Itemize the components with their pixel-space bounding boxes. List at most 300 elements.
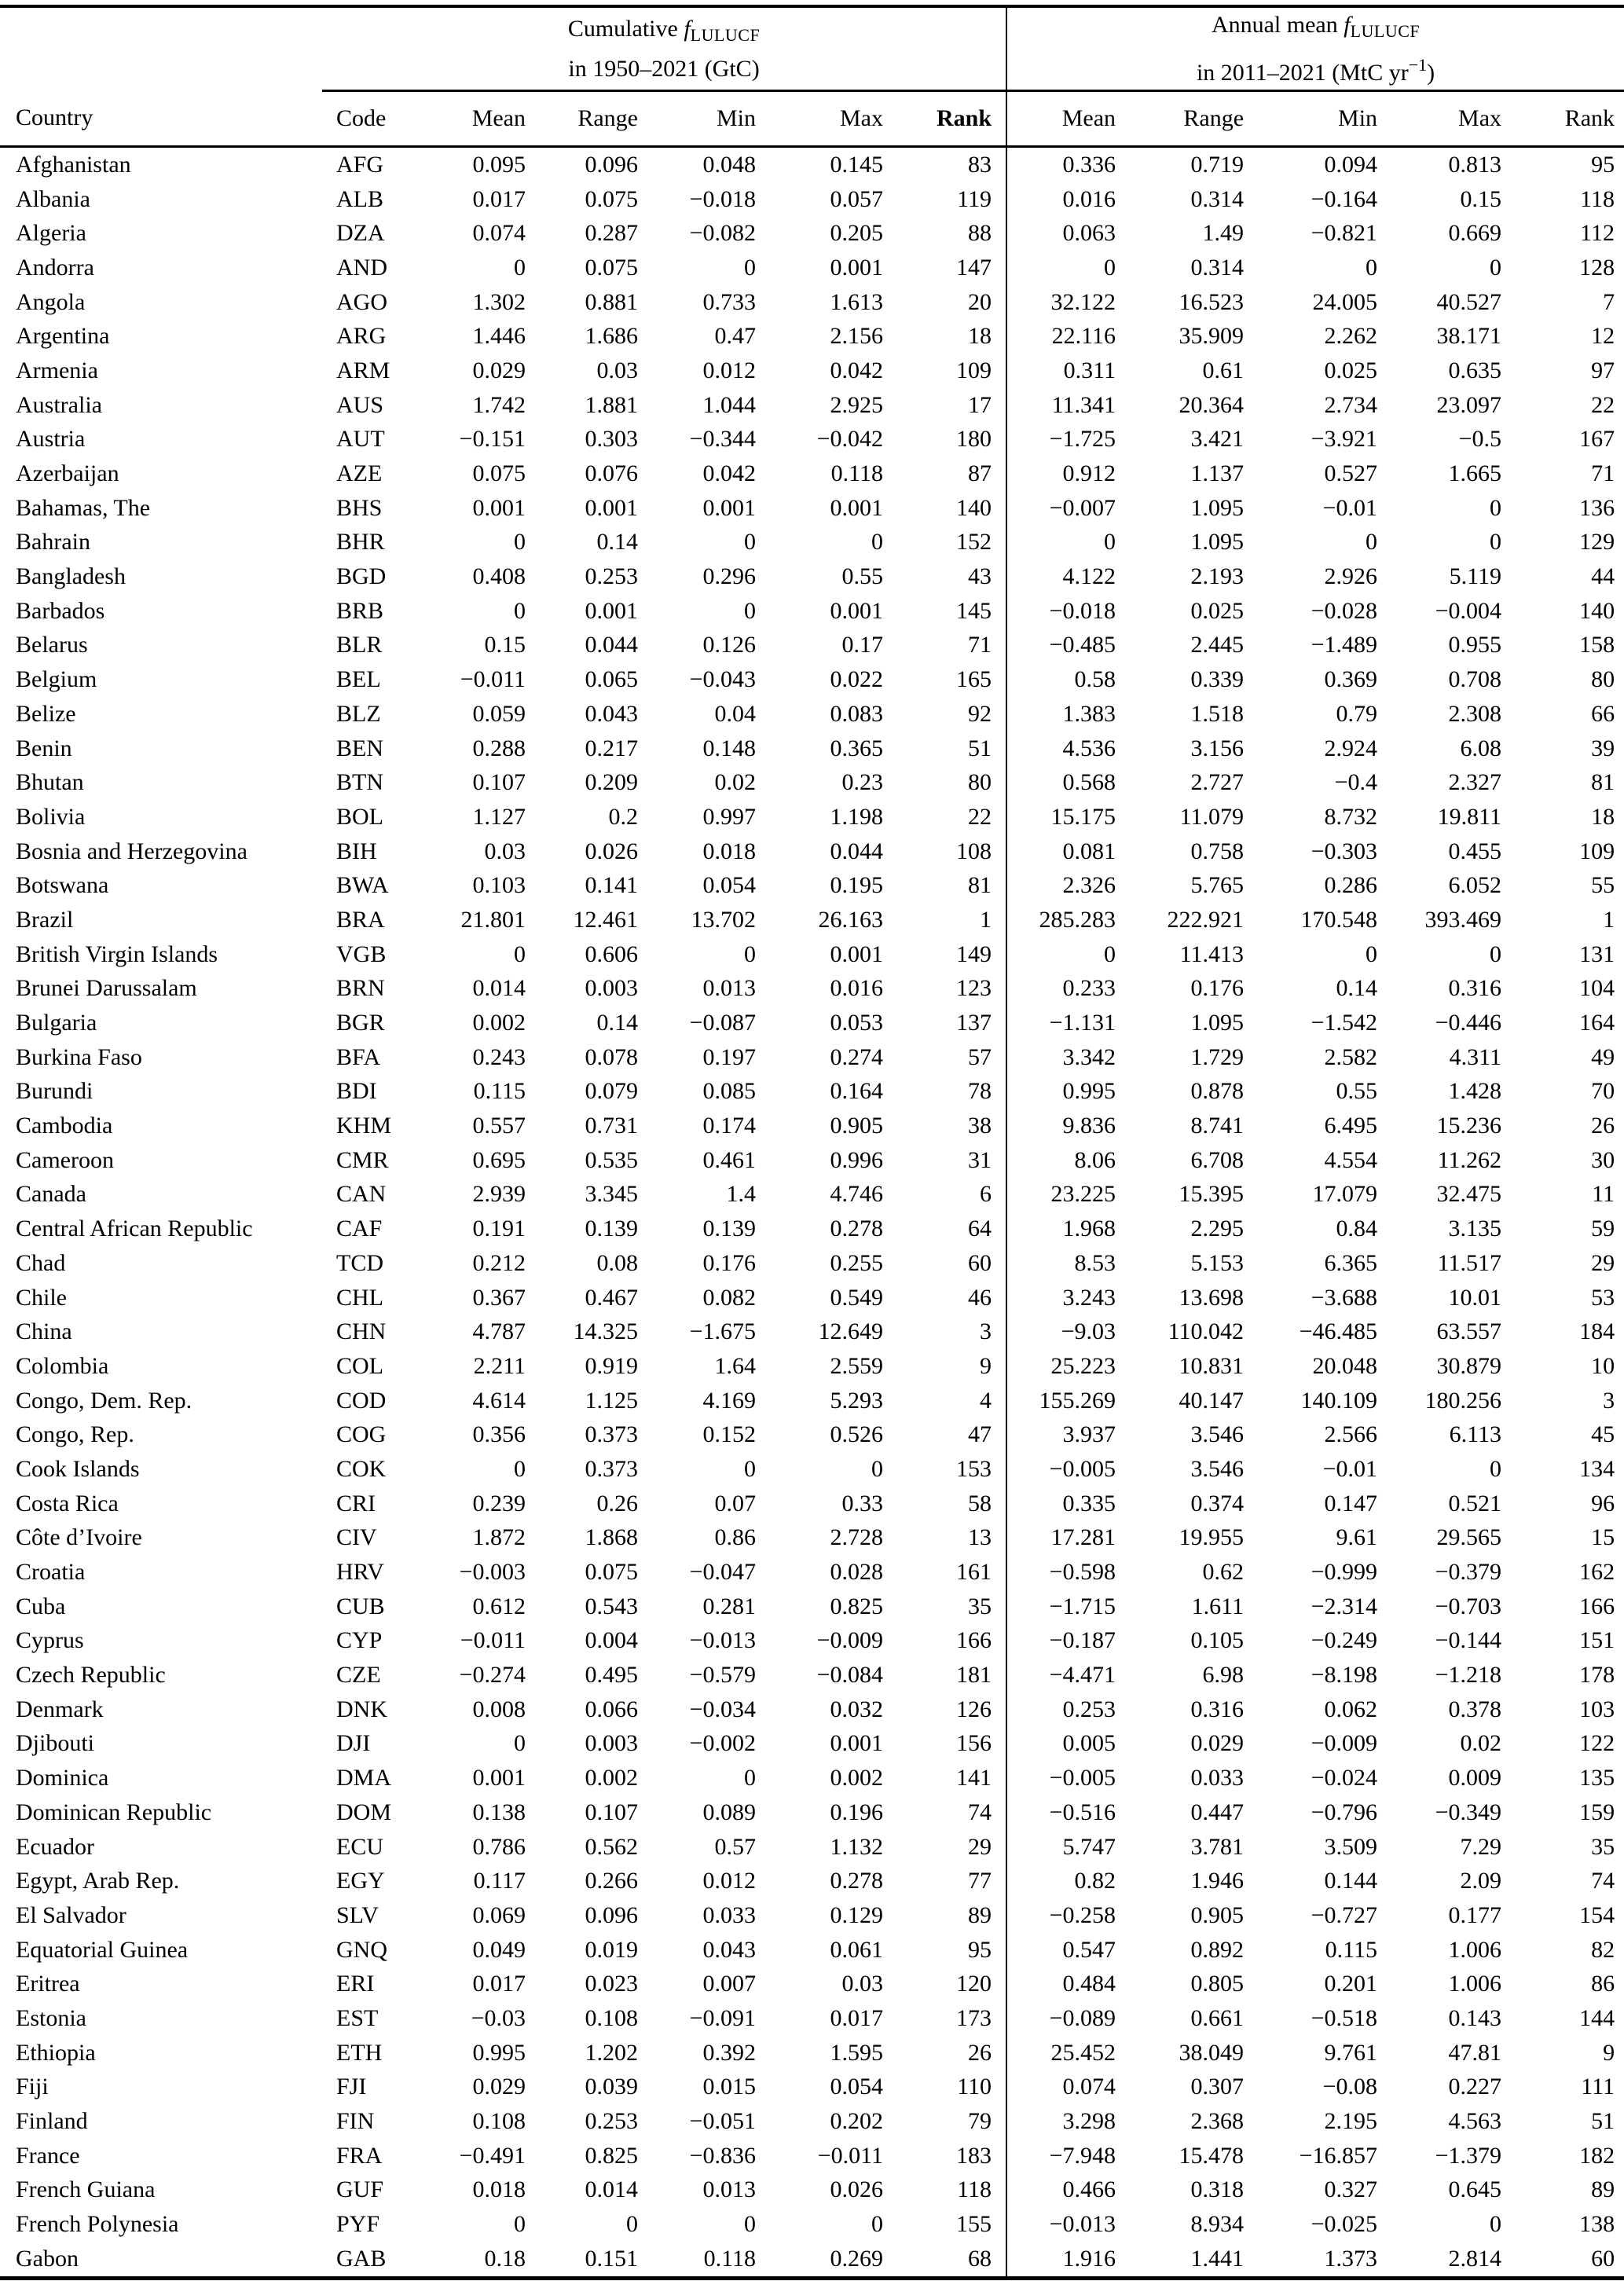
cell-ann-max: 0.316: [1448, 975, 1502, 1002]
cell-code: ARG: [336, 323, 387, 350]
cell-ann-mean: 0.063: [1006, 216, 1118, 251]
cell-ann-rank: 12: [1591, 323, 1615, 350]
cell-ann-rank: 95: [1591, 151, 1615, 178]
cell-ann-rank: 131: [1579, 941, 1615, 967]
table-row: [0, 1143, 1624, 1178]
table-row: [0, 526, 1624, 560]
group-header-annual-line1: Annual mean $f_{LULUCF}$: [1211, 12, 1421, 41]
cell-ann-rank: 184: [1579, 1318, 1615, 1345]
cell-cum-min: 0: [744, 2211, 756, 2238]
cell-code: TCD: [336, 1249, 383, 1276]
cell-ann-mean: −1.715: [1006, 1590, 1118, 1624]
cell-cum-min: 0.085: [702, 1078, 756, 1105]
cell-cum-rank: 181: [956, 1662, 992, 1689]
cell-ann-range: 3.546: [1190, 1455, 1245, 1482]
cell-country: Brazil: [16, 906, 74, 933]
cell-cum-mean: 0.786: [472, 1833, 526, 1860]
table-row: [0, 1692, 1624, 1727]
cell-cum-max: 0.164: [830, 1078, 883, 1105]
cell-cum-min: 0.089: [702, 1799, 756, 1825]
cell-ann-max: −0.349: [1435, 1799, 1502, 1825]
table-row: [0, 1761, 1624, 1795]
cell-cum-range: 0.825: [585, 2142, 638, 2169]
cell-cum-mean: 4.787: [472, 1318, 526, 1345]
cell-cum-min: 0.02: [714, 769, 756, 796]
group-header-cumulative-line2: in 1950–2021 (GtC): [568, 56, 760, 82]
cell-ann-max: 2.327: [1448, 769, 1502, 796]
cell-ann-min: 0.79: [1336, 700, 1378, 727]
cell-country: French Guiana: [16, 2176, 156, 2203]
cell-cum-mean: −0.491: [459, 2142, 526, 2169]
cell-ann-mean: 3.298: [1006, 2104, 1118, 2139]
cell-ann-rank: 70: [1591, 1078, 1615, 1105]
cell-ann-rank: 59: [1591, 1216, 1615, 1242]
cell-cum-range: 12.461: [573, 906, 638, 933]
cell-cum-max: 0.016: [830, 975, 883, 1002]
cell-cum-range: 3.345: [585, 1181, 638, 1208]
cell-ann-min: −0.518: [1311, 2004, 1378, 2031]
cell-ann-mean: 25.223: [1006, 1349, 1118, 1384]
cell-ann-range: 0.307: [1190, 2074, 1245, 2100]
cell-ann-mean: 17.281: [1006, 1521, 1118, 1556]
cell-cum-mean: 0.029: [472, 357, 526, 383]
cell-ann-rank: 136: [1579, 494, 1615, 521]
cell-cum-mean: 0.108: [472, 2108, 526, 2135]
cell-ann-mean: 155.269: [1006, 1384, 1118, 1418]
cell-cum-mean: 21.801: [460, 906, 526, 933]
cell-country: China: [16, 1318, 72, 1345]
cell-cum-mean: 0.15: [484, 632, 526, 658]
cell-ann-rank: 167: [1579, 426, 1615, 453]
table-row: [0, 2242, 1624, 2278]
cell-cum-range: 0.495: [585, 1662, 638, 1689]
cell-ann-range: 0.61: [1202, 357, 1245, 383]
cell-cum-max: 0.196: [830, 1799, 883, 1825]
cell-ann-mean: 3.937: [1006, 1417, 1118, 1452]
cell-ann-mean: −0.516: [1006, 1795, 1118, 1830]
cell-ann-mean: 0.995: [1006, 1075, 1118, 1109]
cell-cum-min: −0.018: [689, 185, 756, 212]
table-row: [0, 662, 1624, 697]
cell-ann-range: 0.314: [1190, 185, 1245, 212]
cell-cum-min: 0.997: [702, 803, 756, 830]
cell-country: Belgium: [16, 666, 97, 693]
cell-ann-min: −0.249: [1311, 1627, 1378, 1654]
cell-country: Eritrea: [16, 1971, 80, 1997]
cell-ann-max: 0: [1490, 494, 1502, 521]
cell-cum-min: −0.002: [689, 1730, 756, 1757]
cell-cum-min: −0.087: [689, 1010, 756, 1036]
cell-cum-range: 0.004: [585, 1627, 638, 1654]
cell-ann-min: 0.369: [1324, 666, 1378, 693]
cell-cum-max: −0.084: [816, 1662, 883, 1689]
cell-ann-range: 11.079: [1179, 803, 1245, 830]
cell-ann-max: 0: [1490, 254, 1502, 281]
cell-cum-max: 1.198: [830, 803, 883, 830]
cell-cum-mean: 0.191: [472, 1216, 526, 1242]
cell-cum-mean: 0.095: [472, 151, 526, 178]
cell-ann-range: 2.193: [1190, 563, 1245, 590]
cell-country: Albania: [16, 185, 90, 212]
cell-cum-max: 0.044: [830, 838, 883, 864]
cell-ann-mean: −0.089: [1006, 2001, 1118, 2036]
cell-cum-max: 0.549: [830, 1284, 883, 1311]
cell-cum-range: 0.001: [585, 597, 638, 624]
cell-code: BDI: [336, 1078, 377, 1105]
table-row: [0, 2104, 1624, 2139]
cell-ann-range: 2.445: [1190, 632, 1245, 658]
table-header: [0, 6, 1624, 147]
cell-ann-mean: 9.836: [1006, 1109, 1118, 1143]
cell-ann-mean: −0.485: [1006, 629, 1118, 663]
cell-ann-min: 0.094: [1324, 151, 1378, 178]
cell-ann-max: 7.29: [1460, 1833, 1502, 1860]
cell-country: Cameroon: [16, 1146, 114, 1173]
cell-ann-min: −1.489: [1311, 632, 1378, 658]
cell-cum-max: 0.054: [830, 2074, 883, 2100]
cell-cum-range: 0.266: [585, 1868, 638, 1894]
cell-ann-mean: 4.122: [1006, 559, 1118, 594]
cell-ann-min: −0.4: [1334, 769, 1378, 796]
unit-superscript: −1: [1408, 55, 1428, 75]
table-row: [0, 1933, 1624, 1967]
cell-ann-range: 0.878: [1190, 1078, 1245, 1105]
cell-ann-min: 24.005: [1312, 288, 1378, 315]
cell-ann-min: 2.262: [1324, 323, 1378, 350]
cell-ann-range: 0.447: [1190, 1799, 1245, 1825]
cell-ann-mean: −9.03: [1006, 1315, 1118, 1349]
cell-ann-rank: 118: [1580, 185, 1615, 212]
cell-cum-mean: 0.239: [472, 1490, 526, 1516]
cell-cum-max: 0.55: [841, 563, 883, 590]
cell-ann-max: 6.113: [1449, 1421, 1502, 1448]
cell-ann-range: 15.395: [1179, 1181, 1245, 1208]
cell-ann-rank: 158: [1579, 632, 1615, 658]
cell-code: COL: [336, 1352, 383, 1379]
cell-cum-max: 0.365: [830, 735, 883, 761]
cell-ann-range: 0.316: [1190, 1696, 1245, 1722]
cell-code: ECU: [336, 1833, 383, 1860]
cell-ann-mean: 0: [1006, 526, 1118, 560]
cell-ann-rank: 81: [1591, 769, 1615, 796]
cell-cum-range: 0.253: [585, 563, 638, 590]
cell-code: BOL: [336, 803, 383, 830]
cell-cum-range: 0.075: [585, 1559, 638, 1586]
group-header-row: [0, 6, 1624, 91]
cell-ann-max: −0.703: [1435, 1593, 1502, 1619]
cell-code: BGD: [336, 563, 387, 590]
cell-ann-mean: 32.122: [1006, 285, 1118, 320]
col-header-cum-mean: Mean: [404, 91, 528, 147]
table-row: [0, 251, 1624, 285]
cell-ann-max: 0.521: [1448, 1490, 1502, 1516]
cell-code: CUB: [336, 1593, 385, 1619]
cell-ann-max: 32.475: [1436, 1181, 1502, 1208]
cell-ann-mean: 1.916: [1006, 2242, 1118, 2278]
cell-ann-max: 6.08: [1460, 735, 1502, 761]
cell-cum-max: 0.032: [830, 1696, 883, 1722]
cell-ann-range: 0.805: [1190, 1971, 1245, 1997]
cell-cum-rank: 64: [968, 1216, 992, 1242]
cell-cum-max: 2.925: [830, 391, 883, 418]
cell-ann-min: 0.201: [1324, 1971, 1378, 1997]
cell-country: El Salvador: [16, 1901, 126, 1928]
cell-ann-max: 0.955: [1448, 632, 1502, 658]
cell-ann-range: 0.374: [1190, 1490, 1245, 1516]
cell-ann-range: 13.698: [1179, 1284, 1245, 1311]
cell-ann-mean: 0.311: [1006, 354, 1118, 388]
cell-code: AZE: [336, 460, 383, 487]
cell-cum-rank: 47: [968, 1421, 992, 1448]
table-row: [0, 1417, 1624, 1452]
cell-ann-min: 2.734: [1324, 391, 1378, 418]
cell-code: DJI: [336, 1730, 371, 1757]
cell-cum-range: 0.373: [585, 1421, 638, 1448]
cell-cum-range: 0.467: [585, 1284, 638, 1311]
cell-country: Burundi: [16, 1078, 93, 1105]
cell-ann-max: 0.645: [1448, 2176, 1502, 2203]
cell-ann-mean: 0.005: [1006, 1727, 1118, 1762]
cell-code: BLR: [336, 632, 383, 658]
cell-ann-max: 2.308: [1448, 700, 1502, 727]
cell-ann-range: 0.892: [1190, 1936, 1245, 1963]
cell-cum-mean: 0.103: [472, 872, 526, 899]
cell-ann-rank: 86: [1591, 1971, 1615, 1997]
cell-ann-mean: −4.471: [1006, 1658, 1118, 1692]
cell-country: Canada: [16, 1181, 86, 1208]
cell-cum-max: 0.028: [830, 1559, 883, 1586]
cell-ann-range: 1.095: [1190, 529, 1245, 556]
cell-cum-max: 0.825: [830, 1593, 883, 1619]
cell-code: AUT: [336, 426, 385, 453]
table-row: [0, 559, 1624, 594]
table-row: [0, 1040, 1624, 1075]
cell-code: ALB: [336, 185, 383, 212]
cell-cum-max: 0.001: [830, 597, 883, 624]
cell-cum-max: 0.053: [830, 1010, 883, 1036]
cell-country: Bosnia and Herzegovina: [16, 838, 247, 864]
cell-cum-mean: 0.557: [472, 1113, 526, 1139]
cell-cum-min: 0.054: [702, 872, 756, 899]
cell-cum-rank: 80: [968, 769, 992, 796]
cell-cum-rank: 155: [956, 2211, 992, 2238]
cell-ann-max: 1.665: [1448, 460, 1502, 487]
cell-cum-max: 2.728: [830, 1524, 883, 1551]
cell-code: AFG: [336, 151, 384, 178]
cell-ann-min: −0.025: [1311, 2211, 1378, 2238]
cell-ann-min: −0.01: [1322, 494, 1378, 521]
cell-ann-max: 0.15: [1460, 185, 1502, 212]
cell-cum-rank: 137: [956, 1010, 992, 1036]
cell-ann-rank: 44: [1591, 563, 1615, 590]
cell-ann-max: 15.236: [1436, 1113, 1502, 1139]
cell-cum-mean: 2.211: [473, 1352, 526, 1379]
table-row: [0, 1624, 1624, 1659]
cell-cum-range: 0.26: [596, 1490, 638, 1516]
table-row: [0, 354, 1624, 388]
cell-country: Cambodia: [16, 1113, 113, 1139]
cell-ann-max: 0: [1490, 941, 1502, 967]
cell-cum-range: 0.079: [585, 1078, 638, 1105]
cell-ann-mean: 0.568: [1006, 765, 1118, 800]
cell-code: EGY: [336, 1868, 385, 1894]
cell-cum-range: 0.065: [585, 666, 638, 693]
cell-country: Congo, Rep.: [16, 1421, 134, 1448]
cell-cum-min: 0.139: [702, 1216, 756, 1242]
cell-ann-mean: 4.536: [1006, 732, 1118, 766]
cell-ann-mean: 23.225: [1006, 1178, 1118, 1212]
cell-code: BEN: [336, 735, 383, 761]
cell-ann-max: 40.527: [1436, 288, 1502, 315]
cell-ann-mean: −0.005: [1006, 1452, 1118, 1487]
cell-cum-mean: 0.138: [472, 1799, 526, 1825]
cell-ann-min: 4.554: [1324, 1146, 1378, 1173]
cell-ann-max: 180.256: [1424, 1387, 1502, 1414]
cell-ann-max: 0.813: [1448, 151, 1502, 178]
cell-country: Argentina: [16, 323, 110, 350]
cell-cum-mean: −0.151: [459, 426, 526, 453]
cell-cum-mean: 0.069: [472, 1901, 526, 1928]
cell-cum-range: 0.919: [585, 1352, 638, 1379]
cell-cum-min: −0.051: [689, 2108, 756, 2135]
cell-cum-range: 0.108: [585, 2004, 638, 2031]
cell-cum-range: 0.023: [585, 1971, 638, 1997]
cell-ann-rank: 11: [1592, 1181, 1615, 1208]
cell-country: Estonia: [16, 2004, 86, 2031]
cell-country: Congo, Dem. Rep.: [16, 1387, 192, 1414]
cell-cum-range: 0.2: [608, 803, 638, 830]
cell-ann-min: −3.688: [1311, 1284, 1378, 1311]
cell-cum-max: 0.195: [830, 872, 883, 899]
cell-cum-range: 0.543: [585, 1593, 638, 1619]
cell-cum-max: 0.002: [830, 1765, 883, 1791]
cell-ann-range: 20.364: [1179, 391, 1245, 418]
cell-code: CMR: [336, 1146, 389, 1173]
cell-ann-rank: 122: [1579, 1730, 1615, 1757]
col-header-ann-min: Min: [1246, 91, 1380, 147]
cell-ann-mean: 22.116: [1006, 319, 1118, 354]
cell-cum-rank: 81: [968, 872, 992, 899]
cell-ann-max: 0.455: [1448, 838, 1502, 864]
cell-code: HRV: [336, 1559, 384, 1586]
cell-cum-min: 0.012: [702, 1868, 756, 1894]
cell-cum-min: 1.4: [726, 1181, 756, 1208]
cell-cum-rank: 140: [956, 494, 992, 521]
cell-cum-max: 0.33: [841, 1490, 883, 1516]
cell-country: Armenia: [16, 357, 98, 383]
cell-code: CHN: [336, 1318, 387, 1345]
cell-code: EST: [336, 2004, 379, 2031]
cell-cum-range: 0.002: [585, 1765, 638, 1791]
cell-cum-range: 0.096: [585, 151, 638, 178]
cell-cum-min: −0.344: [689, 426, 756, 453]
cell-cum-range: 0.303: [585, 426, 638, 453]
cell-ann-min: −0.303: [1311, 838, 1378, 864]
cell-cum-mean: 0.243: [472, 1043, 526, 1070]
cell-code: BWA: [336, 872, 389, 899]
cell-cum-rank: 156: [956, 1730, 992, 1757]
cell-ann-min: 2.924: [1324, 735, 1378, 761]
cell-cum-mean: 4.614: [472, 1387, 526, 1414]
f-symbol: f: [1344, 12, 1351, 38]
cell-ann-range: 0.025: [1190, 597, 1245, 624]
cell-ann-rank: 3: [1603, 1387, 1615, 1414]
cell-cum-min: 0: [744, 254, 756, 281]
cell-ann-min: 2.195: [1324, 2108, 1378, 2135]
cell-cum-range: 0.151: [528, 2242, 640, 2278]
cell-ann-max: 5.119: [1449, 563, 1502, 590]
table-row: [0, 1075, 1624, 1109]
cell-ann-max: 0.227: [1448, 2074, 1502, 2100]
cell-ann-min: −1.542: [1311, 1010, 1378, 1036]
cell-cum-min: 0.148: [702, 735, 756, 761]
table-body: [0, 147, 1624, 2279]
cell-ann-range: 35.909: [1179, 323, 1245, 350]
cell-cum-rank: 31: [968, 1146, 992, 1173]
cell-ann-max: −1.218: [1435, 1662, 1502, 1689]
cell-ann-mean: 25.452: [1006, 2036, 1118, 2070]
cell-country: Czech Republic: [16, 1662, 166, 1689]
cell-country: Azerbaijan: [16, 460, 119, 487]
cell-ann-min: 170.548: [1300, 906, 1378, 933]
cell-cum-max: 0.118: [830, 460, 883, 487]
cell-code: DMA: [336, 1765, 392, 1791]
cell-cum-range: 0.217: [585, 735, 638, 761]
cell-ann-min: 0.327: [1324, 2176, 1378, 2203]
cell-cum-rank: 120: [956, 1971, 992, 1997]
cell-cum-min: 0.174: [702, 1113, 756, 1139]
cell-ann-range: 1.441: [1118, 2242, 1246, 2278]
cell-ann-range: 1.518: [1190, 700, 1245, 727]
cell-ann-range: 6.98: [1202, 1662, 1245, 1689]
cell-ann-mean: −0.013: [1006, 2207, 1118, 2242]
cell-ann-rank: 96: [1591, 1490, 1615, 1516]
col-header-cum-range: Range: [528, 91, 640, 147]
cell-ann-rank: 135: [1579, 1765, 1615, 1791]
cell-cum-max: 0.057: [830, 185, 883, 212]
cell-ann-range: 0.719: [1190, 151, 1245, 178]
cell-cum-mean: 0: [514, 254, 526, 281]
table-row: [0, 2139, 1624, 2173]
cell-cum-range: 0.043: [585, 700, 638, 727]
cell-cum-mean: 0.695: [472, 1146, 526, 1173]
cell-code: SLV: [336, 1901, 379, 1928]
cell-ann-mean: 8.53: [1006, 1246, 1118, 1281]
cell-ann-min: 9.61: [1336, 1524, 1378, 1551]
cell-cum-mean: 0.356: [472, 1421, 526, 1448]
cell-ann-range: 8.741: [1190, 1113, 1245, 1139]
cell-cum-max: 0.905: [830, 1113, 883, 1139]
cell-ann-mean: 0.912: [1006, 457, 1118, 491]
cell-cum-mean: 0.367: [472, 1284, 526, 1311]
cell-cum-rank: 43: [968, 563, 992, 590]
cell-cum-mean: 0.017: [472, 185, 526, 212]
cell-ann-max: 11.517: [1437, 1249, 1502, 1276]
cell-ann-range: 10.831: [1179, 1352, 1245, 1379]
table-row: [0, 1658, 1624, 1692]
cell-cum-rank: 18: [968, 323, 992, 350]
cell-cum-min: 0.001: [702, 494, 756, 521]
cell-cum-max: 0.017: [830, 2004, 883, 2031]
cell-cum-min: 0.082: [702, 1284, 756, 1311]
cell-ann-max: 4.563: [1448, 2108, 1502, 2135]
cell-ann-range: 0.176: [1190, 975, 1245, 1002]
table-row: [0, 834, 1624, 869]
lulucf-country-table: [0, 5, 1624, 2280]
cell-ann-range: 110.042: [1168, 1318, 1245, 1345]
cell-country: Croatia: [16, 1559, 86, 1586]
cell-cum-rank: 149: [956, 941, 992, 967]
